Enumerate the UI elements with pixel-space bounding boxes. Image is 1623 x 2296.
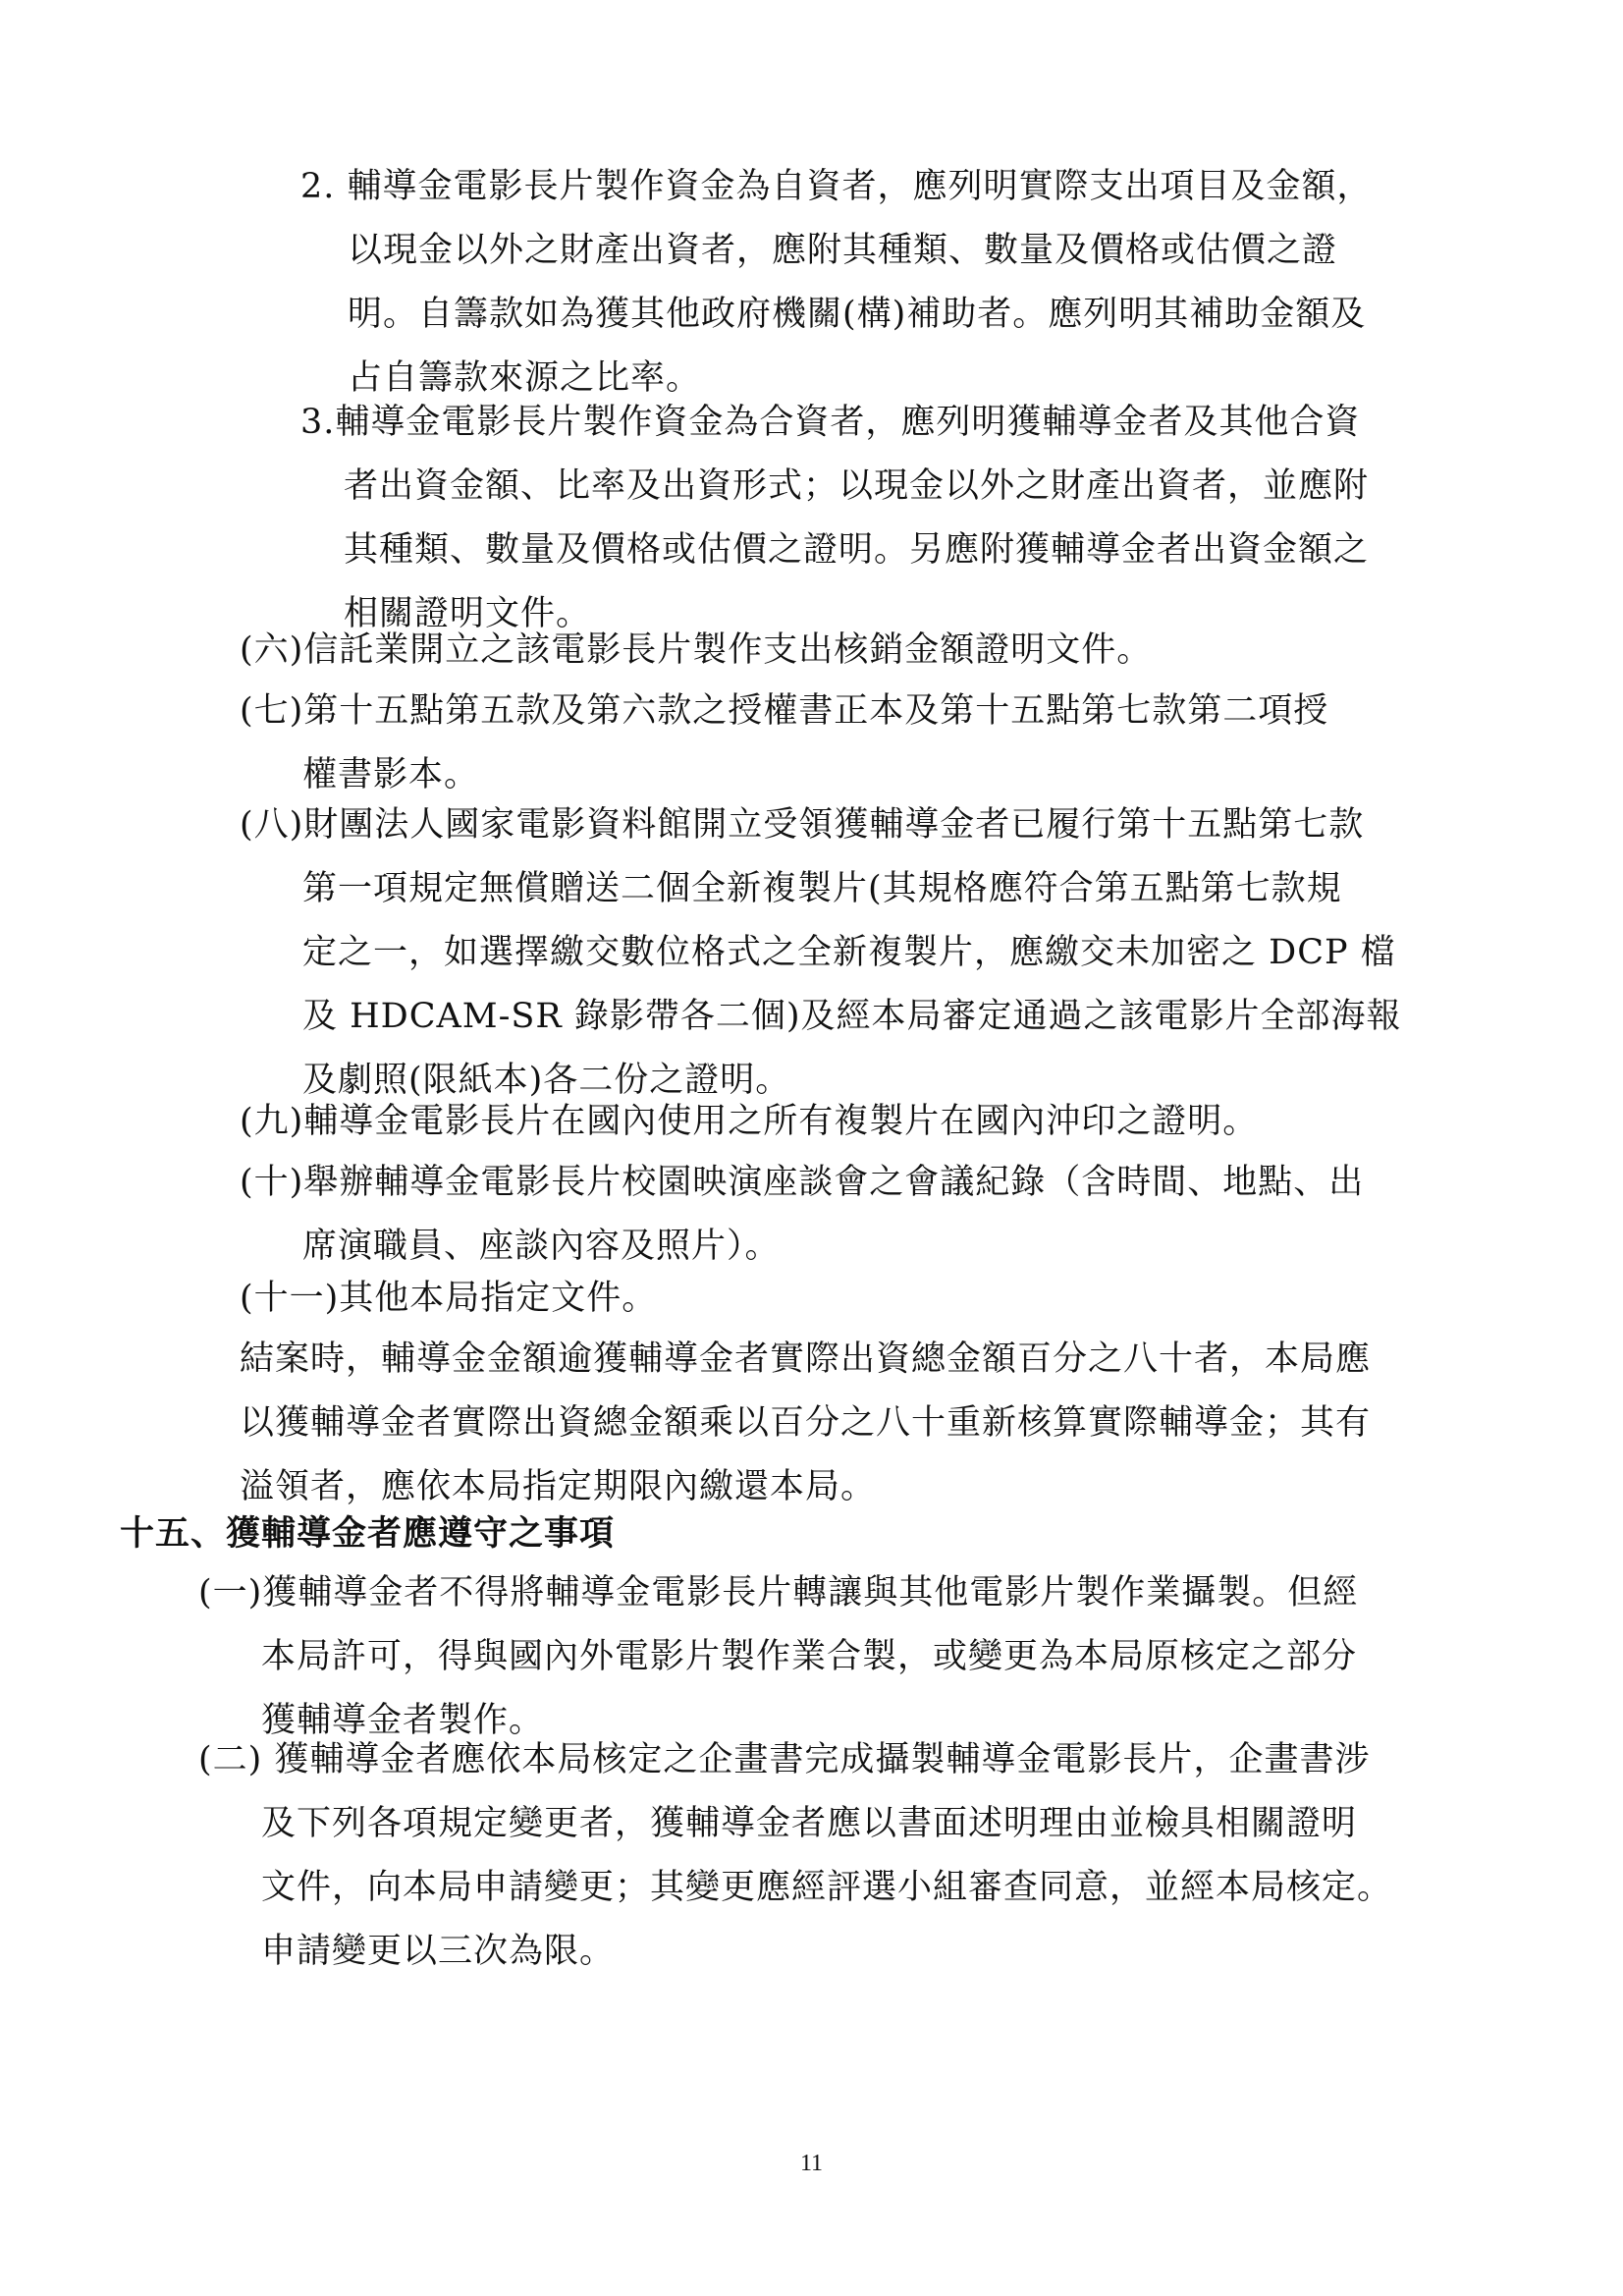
page-number: 11 bbox=[799, 2151, 824, 2176]
paragraph-item-9 bbox=[240, 1090, 1258, 1154]
text-line: 第一項規定無償贈送二個全新複製片(其規格應符合第五點第七款規 bbox=[302, 869, 1342, 908]
paragraph-item-8 bbox=[240, 793, 1402, 1113]
text-line: 及劇照(限紙本)各二份之證明。 bbox=[302, 1061, 791, 1100]
text-line: 占自籌款來源之比率。 bbox=[348, 358, 702, 398]
text-line: (一)獲輔導金者不得將輔導金電影長片轉讓與其他電影片製作業攝製。但經 bbox=[198, 1573, 1359, 1613]
text-line: 3.輔導金電影長片製作資金為合資者，應列明獲輔導金者及其他合資 bbox=[300, 403, 1361, 442]
text-line: (六)信託業開立之該電影長片製作支出核銷金額證明文件。 bbox=[240, 630, 1153, 670]
text-line: 本局許可，得與國內外電影片製作業合製，或變更為本局原核定之部分 bbox=[261, 1637, 1358, 1676]
text-line: 其種類、數量及價格或估價之證明。另應附獲輔導金者出資金額之 bbox=[344, 530, 1370, 570]
text-line: 明。自籌款如為獲其他政府機關(構)補助者。應列明其補助金額及 bbox=[348, 295, 1367, 334]
text-line: 權書影本。 bbox=[302, 755, 480, 794]
text-line: 及下列各項規定變更者，獲輔導金者應以書面述明理由並檢具相關證明 bbox=[261, 1804, 1358, 1843]
text-line: 獲輔導金者製作。 bbox=[261, 1701, 545, 1740]
text-line: (十一)其他本局指定文件。 bbox=[240, 1279, 658, 1318]
text-line: 申請變更以三次為限。 bbox=[261, 1932, 616, 1971]
paragraph-item-10 bbox=[240, 1151, 1364, 1279]
text-line: (十)舉辦輔導金電影長片校園映演座談會之會議紀錄（含時間、地點、出 bbox=[240, 1163, 1365, 1202]
section15-item-2 bbox=[198, 1728, 1392, 1984]
text-line: 及 HDCAM-SR 錄影帶各二個)及經本局審定通過之該電影片全部海報 bbox=[302, 997, 1402, 1036]
text-line: (七)第十五點第五款及第六款之授權書正本及第十五點第七款第二項授 bbox=[240, 691, 1329, 731]
text-line: 以獲輔導金者實際出資總金額乘以百分之八十重新核算實際輔導金；其有 bbox=[240, 1403, 1372, 1443]
text-line: 者出資金額、比率及出資形式；以現金以外之財產出資者，並應附 bbox=[344, 466, 1370, 506]
text-line: 相關證明文件。 bbox=[344, 594, 592, 633]
closing-paragraph bbox=[240, 1328, 1371, 1519]
paragraph-item-3 bbox=[300, 391, 1369, 646]
text-line: 2. 輔導金電影長片製作資金為自資者，應列明實際支出項目及金額， bbox=[300, 167, 1373, 206]
paragraph-item-11 bbox=[240, 1267, 657, 1331]
text-line: 以現金以外之財產出資者，應附其種類、數量及價格或估價之證 bbox=[348, 231, 1338, 270]
text-line: (二) 獲輔導金者應依本局核定之企畫書完成攝製輔導金電影長片，企畫書涉 bbox=[198, 1740, 1371, 1779]
text-line: 文件，向本局申請變更；其變更應經評選小組審查同意，並經本局核定。 bbox=[261, 1868, 1393, 1907]
text-line: (八)財團法人國家電影資料館開立受領獲輔導金者已履行第十五點第七款 bbox=[240, 805, 1365, 845]
paragraph-item-7 bbox=[240, 680, 1328, 807]
text-line: 溢領者，應依本局指定期限內繳還本局。 bbox=[240, 1467, 877, 1506]
text-line: 席演職員、座談內容及照片）。 bbox=[302, 1227, 781, 1266]
text-line: (九)輔導金電影長片在國內使用之所有複製片在國內沖印之證明。 bbox=[240, 1102, 1259, 1141]
text-line: 結案時，輔導金金額逾獲輔導金者實際出資總金額百分之八十者，本局應 bbox=[240, 1339, 1372, 1379]
text-line: 定之一，如選擇繳交數位格式之全新複製片，應繳交未加密之 DCP 檔 bbox=[302, 933, 1396, 972]
paragraph-item-2 bbox=[300, 155, 1373, 410]
paragraph-item-6 bbox=[240, 619, 1152, 683]
section-heading: 十五、獲輔導金者應遵守之事項 bbox=[120, 1514, 616, 1554]
section15-item-1 bbox=[198, 1561, 1358, 1753]
